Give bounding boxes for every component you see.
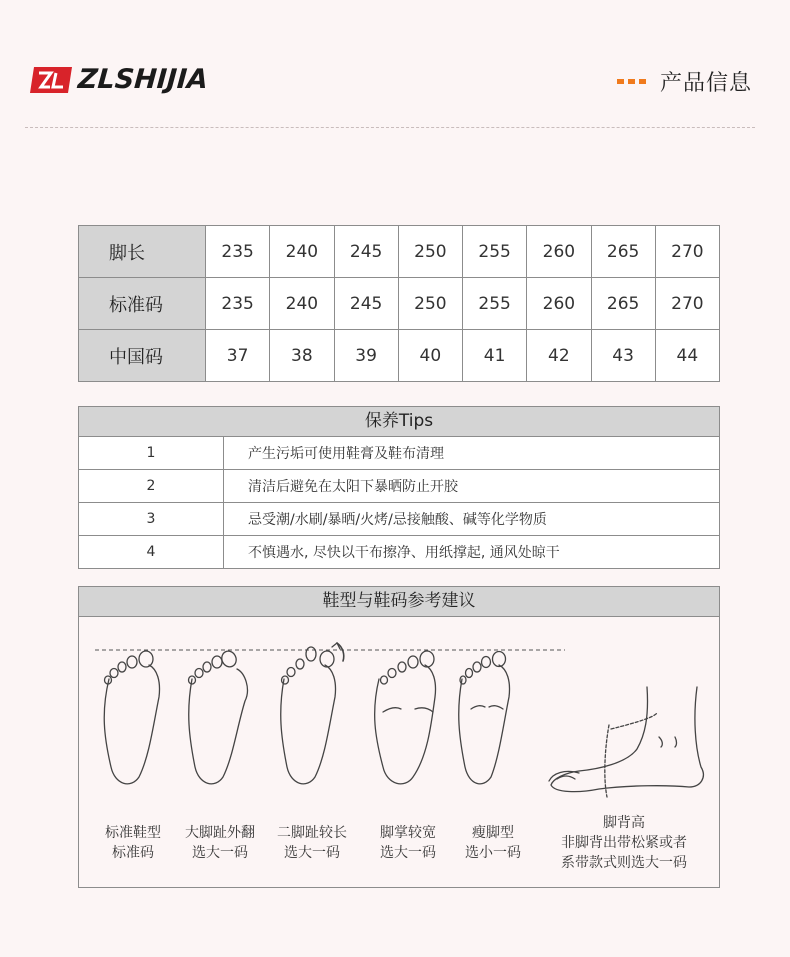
tip-text: 不慎遇水, 尽快以干布擦净、用纸撑起, 通风处晾干 xyxy=(224,536,720,569)
caption-line: 系带款式则选大一码 xyxy=(561,855,687,871)
tip-number: 2 xyxy=(79,470,224,503)
advice-title: 鞋型与鞋码参考建议 xyxy=(79,587,719,617)
table-cell: 265 xyxy=(591,226,655,278)
table-cell: 38 xyxy=(270,330,334,382)
row-label: 脚长 xyxy=(79,226,206,278)
table-row xyxy=(79,437,720,470)
standard-caption xyxy=(93,823,173,863)
caption-line: 大脚趾外翻 xyxy=(185,825,255,841)
caption-line: 脚掌较宽 xyxy=(380,825,436,841)
table-cell: 44 xyxy=(655,330,719,382)
table-cell: 255 xyxy=(463,278,527,330)
row-label: 中国码 xyxy=(79,330,206,382)
table-row xyxy=(79,278,720,330)
caption-line: 脚背高 xyxy=(603,815,645,831)
caption-line: 标准码 xyxy=(112,845,154,861)
table-cell: 240 xyxy=(270,278,334,330)
size-table xyxy=(78,225,720,382)
tip-number: 3 xyxy=(79,503,224,536)
page-title: 产品信息 xyxy=(659,71,752,96)
high-instep-foot-icon xyxy=(549,687,703,797)
high-instep-caption xyxy=(549,813,699,873)
table-row xyxy=(79,536,720,569)
brand-name: ZLSHIJIA xyxy=(76,64,209,95)
caption-line: 标准鞋型 xyxy=(105,825,161,841)
tips-table xyxy=(78,437,720,569)
care-tips xyxy=(78,406,720,569)
table-row xyxy=(79,226,720,278)
row-label: 标准码 xyxy=(79,278,206,330)
header-title-group xyxy=(617,66,752,97)
table-cell: 245 xyxy=(334,226,398,278)
tips-title: 保养Tips xyxy=(78,406,720,437)
brand-logo-icon xyxy=(28,65,74,95)
bunion-foot-icon xyxy=(189,649,248,784)
table-cell: 240 xyxy=(270,226,334,278)
table-cell: 250 xyxy=(398,278,462,330)
caption-line: 瘦脚型 xyxy=(472,825,514,841)
table-cell: 41 xyxy=(463,330,527,382)
wide-foot-icon xyxy=(375,651,436,784)
table-row xyxy=(79,470,720,503)
table-cell: 43 xyxy=(591,330,655,382)
table-cell: 270 xyxy=(655,278,719,330)
header-divider xyxy=(25,127,755,128)
caption-line: 选大一码 xyxy=(192,845,248,861)
tip-number: 1 xyxy=(79,437,224,470)
caption-line: 选大一码 xyxy=(380,845,436,861)
table-cell: 250 xyxy=(398,226,462,278)
long-toe-caption xyxy=(267,823,357,863)
table-cell: 235 xyxy=(206,226,270,278)
page-header xyxy=(0,0,790,130)
table-cell: 245 xyxy=(334,278,398,330)
caption-line: 非脚背出带松紧或者 xyxy=(561,835,687,851)
standard-foot-icon xyxy=(104,651,159,784)
tip-text: 产生污垢可使用鞋膏及鞋布清理 xyxy=(224,437,720,470)
table-cell: 260 xyxy=(527,278,591,330)
tip-number: 4 xyxy=(79,536,224,569)
table-row xyxy=(79,503,720,536)
table-cell: 235 xyxy=(206,278,270,330)
table-cell: 40 xyxy=(398,330,462,382)
slim-foot-icon xyxy=(459,652,510,784)
caption-line: 二脚趾较长 xyxy=(277,825,347,841)
brand-logo xyxy=(28,64,208,95)
tip-text: 清洁后避免在太阳下暴晒防止开胶 xyxy=(224,470,720,503)
table-cell: 37 xyxy=(206,330,270,382)
dots-icon xyxy=(617,79,646,84)
bunion-caption xyxy=(175,823,265,863)
table-cell: 39 xyxy=(334,330,398,382)
tip-text: 忌受潮/水刷/暴晒/火烤/忌接触酸、碱等化学物质 xyxy=(224,503,720,536)
wide-foot-caption xyxy=(365,823,451,863)
table-cell: 260 xyxy=(527,226,591,278)
table-cell: 255 xyxy=(463,226,527,278)
table-row xyxy=(79,330,720,382)
slim-foot-caption xyxy=(453,823,533,863)
long-second-toe-foot-icon xyxy=(281,643,344,784)
table-cell: 270 xyxy=(655,226,719,278)
foot-illustrations xyxy=(79,617,719,807)
table-cell: 265 xyxy=(591,278,655,330)
caption-line: 选小一码 xyxy=(465,845,521,861)
fit-advice xyxy=(78,586,720,888)
caption-line: 选大一码 xyxy=(284,845,340,861)
table-cell: 42 xyxy=(527,330,591,382)
